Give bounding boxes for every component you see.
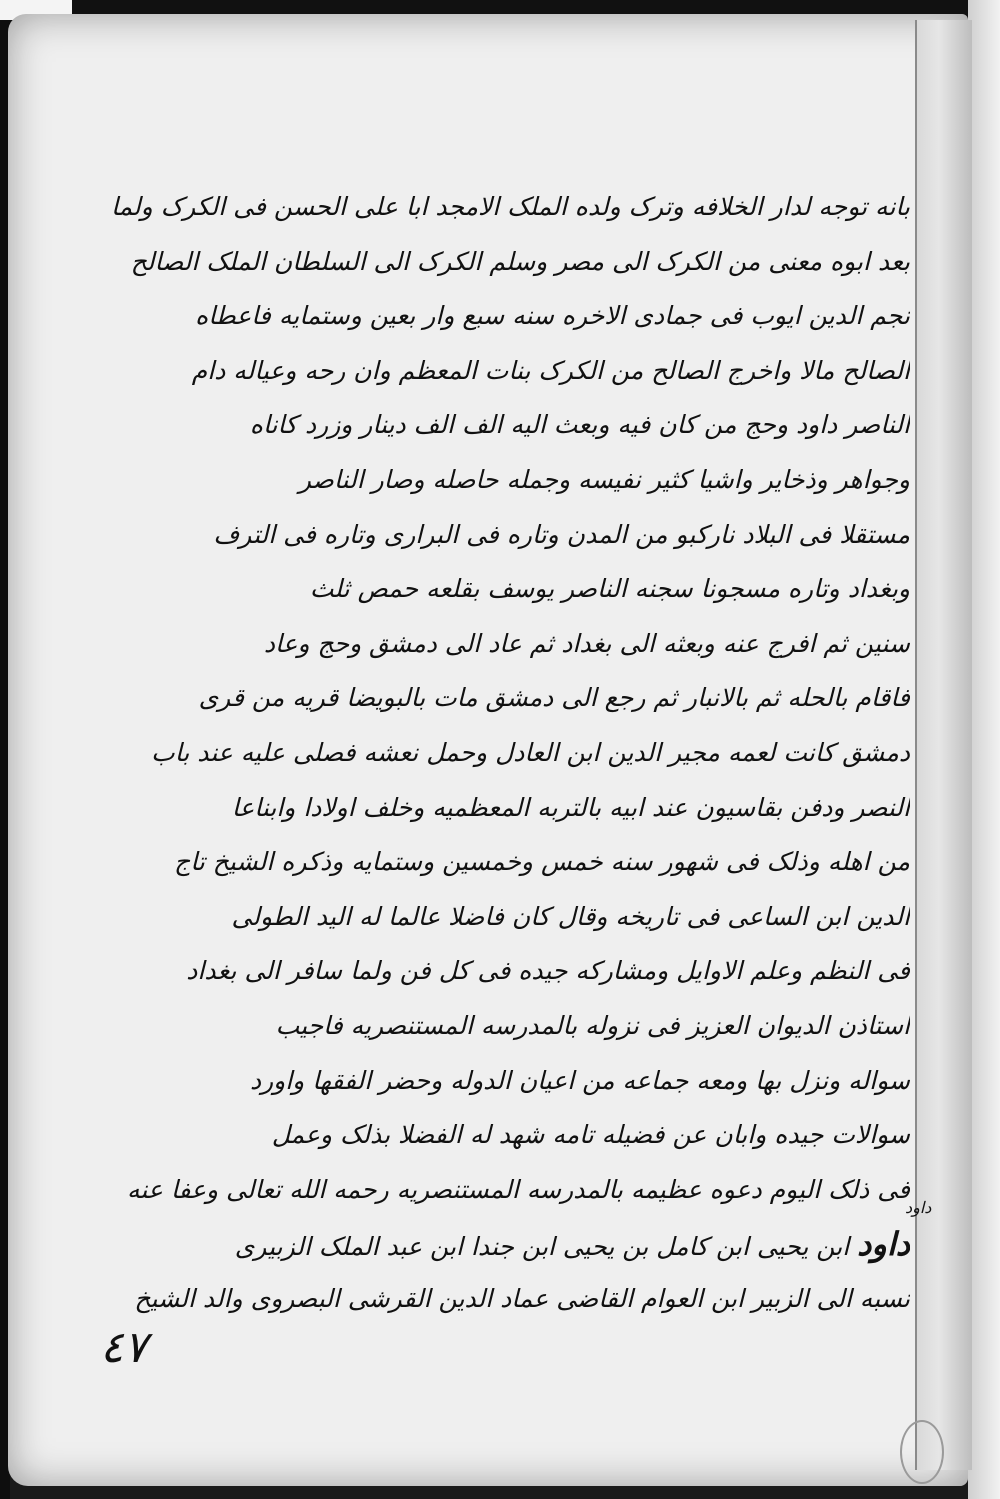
- text-line-14: الدین ابن الساعی فی تاریخه وقال کان فاضلا عالما له الید الطولی: [231, 901, 910, 931]
- text-line-9: سنین ثم افرج عنه وبعثه الی بغداد ثم عاد الی دمشق وحج وعاد: [263, 628, 910, 658]
- entry-heading-name: داود: [857, 1225, 910, 1264]
- text-line-2: بعد ابوه معنی من الکرک الی مصر وسلم الکرک الی السلطان الملک الصالح: [130, 246, 910, 276]
- text-line-10: فاقام بالحله ثم بالانبار ثم رجع الی دمشق مات بالبویضا قریه من قری: [198, 683, 910, 713]
- text-line-16: استاذن الدیوان العزیز فی نزوله بالمدرسه المستنصریه فاجیب: [275, 1010, 910, 1040]
- text-line-3: نجم الدین ایوب فی جمادی الاخره سنه سبع وار بعین وستمایه فاعطاه: [195, 301, 910, 331]
- text-line-13: من اهله وذلک فی شهور سنه خمس وخمسین وستمایه وذکره الشیخ تاج: [174, 847, 910, 877]
- text-line-12: النصر ودفن بقاسیون عند ابیه بالتربه المعظمیه وخلف اولادا وابناعا: [231, 792, 910, 822]
- entry-heading-line: [30, 1217, 910, 1272]
- manuscript-text: [30, 180, 910, 1326]
- page-number: ٤٧: [100, 1322, 148, 1373]
- page-fold: [915, 20, 972, 1470]
- text-line-18: سوالات جیده وابان عن فضیله تامه شهد له الفضلا بذلک وعمل: [271, 1120, 910, 1150]
- text-line-20: ابن یحیی ابن کامل بن یحیی ابن جندا ابن عبد الملک الزبیری: [234, 1232, 850, 1262]
- text-line-11: دمشق کانت لعمه مجیر الدین ابن العادل وحمل نعشه فصلی علیه عند باب: [151, 737, 910, 767]
- text-line-6: وجواهر وذخایر واشیا کثیر نفیسه وجمله حاصله وصار الناصر: [298, 464, 910, 494]
- text-line-5: الناصر داود وحج من کان فیه وبعث الیه الف الف دینار وزرد کاناه: [249, 410, 910, 440]
- text-line-4: الصالح مالا واخرج الصالح من الکرک بنات المعظم وان رحه وعیاله دام: [191, 355, 910, 385]
- text-line-21: نسبه الی الزبیر ابن العوام القاضی عماد الدین القرشی البصروی والد الشیخ: [134, 1283, 910, 1313]
- margin-note: داود: [905, 1198, 932, 1217]
- text-line-19: فی ذلک الیوم دعوه عظیمه بالمدرسه المستنصریه رحمه الله تعالی وعفا عنه: [127, 1174, 910, 1204]
- text-line-1: بانه توجه لدار الخلافه وترک ولده الملک الامجد ابا علی الحسن فی الکرک ولما: [110, 192, 910, 221]
- text-line-8: وبغداد وتاره مسجونا سجنه الناصر یوسف بقلعه حمص ثلث: [309, 574, 910, 604]
- text-line-15: فی النظم وعلم الاوایل ومشارکه جیده فی کل فن ولما سافر الی بغداد: [186, 956, 910, 986]
- text-line-17: سواله ونزل بها ومعه جماعه من اعیان الدوله وحضر الفقها واورد: [249, 1065, 910, 1095]
- margin-strip: [968, 0, 1000, 1499]
- binding-seam: [900, 1420, 944, 1484]
- text-line-7: مستقلا فی البلاد نارکبو من المدن وتاره فی البراری وتاره فی الترف: [213, 519, 910, 549]
